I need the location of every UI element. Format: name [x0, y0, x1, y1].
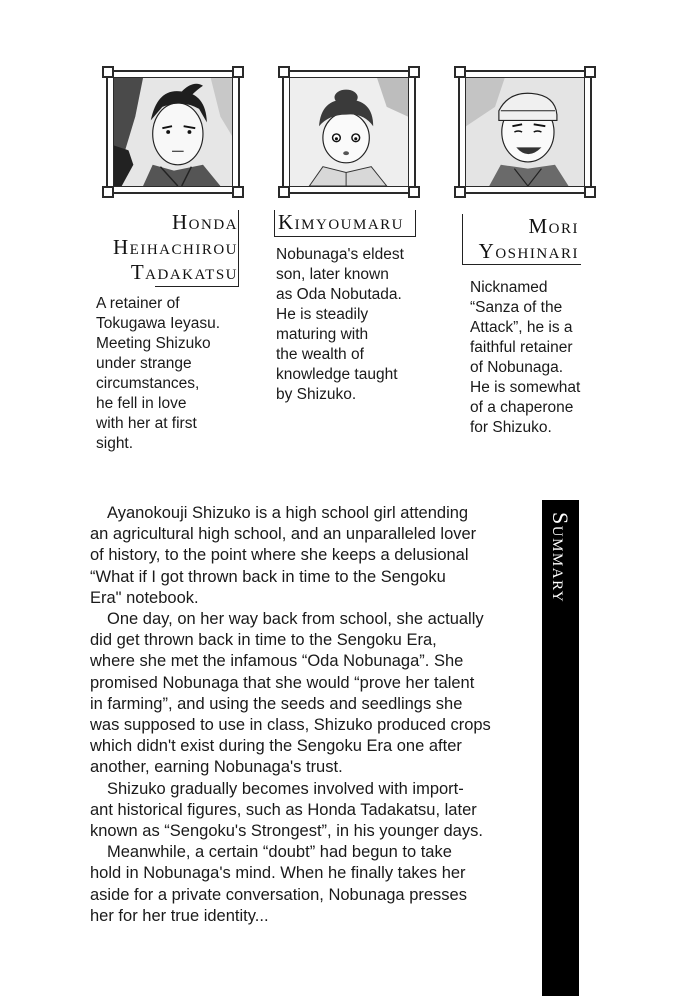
desc-line: of Nobunaga.: [470, 359, 564, 376]
character-description-mori: [470, 278, 580, 438]
name-line: Honda: [172, 210, 238, 234]
name-line: Heihachirou: [113, 235, 238, 259]
summary-line: Era" notebook.: [90, 588, 199, 607]
desc-line: Nicknamed: [470, 279, 548, 296]
desc-line: sight.: [96, 435, 134, 452]
desc-line: faithful retainer: [470, 339, 573, 356]
desc-line: A retainer of: [96, 295, 180, 312]
character-description-honda: [96, 294, 220, 454]
summary-line: which didn't exist during the Sengoku Era one after: [90, 737, 462, 756]
summary-line: “What if I got thrown back in time to the Sengoku: [90, 567, 446, 586]
summary-line: did get thrown back in time to the Sengoku Era,: [90, 631, 437, 650]
character-description-kimyoumaru: [276, 245, 404, 405]
summary-line: where she met the infamous “Oda Nobunaga”. She: [90, 652, 464, 671]
summary-line: known as “Sengoku's Strongest”, in his younger days.: [90, 822, 483, 841]
name-line: Kimyoumaru: [278, 210, 405, 234]
summary-line: Shizuko gradually becomes involved with import-: [107, 779, 464, 798]
desc-line: for Shizuko.: [470, 419, 552, 436]
desc-line: He is somewhat: [470, 379, 581, 396]
desc-line: he fell in love: [96, 395, 187, 412]
desc-line: with her at first: [96, 415, 197, 432]
desc-line: maturing with: [276, 326, 369, 343]
desc-line: son, later known: [276, 266, 389, 283]
name-bracket-mori: [462, 214, 581, 265]
desc-line: Tokugawa Ieyasu.: [96, 315, 221, 332]
summary-line: another, earning Nobunaga's trust.: [90, 758, 343, 777]
summary-line: promised Nobunaga that she would “prove her talent: [90, 673, 475, 692]
summary-line: her for her true identity...: [90, 906, 269, 925]
desc-line: He is steadily: [276, 306, 369, 323]
portrait-kimyoumaru: [282, 70, 416, 194]
desc-line: knowledge taught: [276, 366, 398, 383]
name-bracket-honda: [155, 210, 239, 287]
portrait-mori-image: [465, 77, 585, 187]
desc-line: the wealth of: [276, 346, 364, 363]
desc-line: under strange: [96, 355, 192, 372]
summary-line: hold in Nobunaga's mind. When he finally takes her: [90, 864, 466, 883]
portrait-kimyoumaru-image: [289, 77, 409, 187]
portrait-mori: [458, 70, 592, 194]
desc-line: Attack”, he is a: [470, 319, 573, 336]
summary-label: Summary: [548, 512, 573, 604]
summary-line: One day, on her way back from school, she actually: [107, 610, 484, 629]
desc-line: of a chaperone: [470, 399, 574, 416]
summary-line: ant historical figures, such as Honda Tadakatsu, later: [90, 800, 477, 819]
summary-line: an agricultural high school, and an unparalleled lover: [90, 525, 477, 544]
summary-line: in farming”, and using the seeds and seedlings she: [90, 694, 463, 713]
desc-line: as Oda Nobutada.: [276, 286, 402, 303]
summary-body: [90, 503, 520, 927]
summary-line: Ayanokouji Shizuko is a high school girl attending: [107, 504, 469, 522]
summary-line: of history, to the point where she keeps a delusional: [90, 546, 469, 565]
desc-line: Meeting Shizuko: [96, 335, 211, 352]
desc-line: circumstances,: [96, 375, 200, 392]
name-line: Tadakatsu: [130, 260, 238, 284]
desc-line: “Sanza of the: [470, 299, 563, 316]
kimyoumaru-illustration: [290, 78, 408, 186]
portrait-honda-image: [113, 77, 233, 187]
summary-line: Meanwhile, a certain “doubt” had begun to take: [107, 843, 452, 862]
name-line: Yoshinari: [478, 239, 579, 263]
desc-line: Nobunaga's eldest: [276, 246, 404, 263]
portrait-honda: [106, 70, 240, 194]
summary-line: aside for a private conversation, Nobunaga presses: [90, 885, 467, 904]
desc-line: by Shizuko.: [276, 386, 357, 403]
honda-illustration: [114, 78, 232, 186]
summary-line: was supposed to use in class, Shizuko produced crops: [90, 716, 491, 735]
name-bracket-kimyoumaru: [274, 210, 416, 237]
mori-illustration: [466, 78, 584, 186]
summary-sidebar: [542, 500, 579, 996]
name-line: Mori: [528, 214, 579, 238]
